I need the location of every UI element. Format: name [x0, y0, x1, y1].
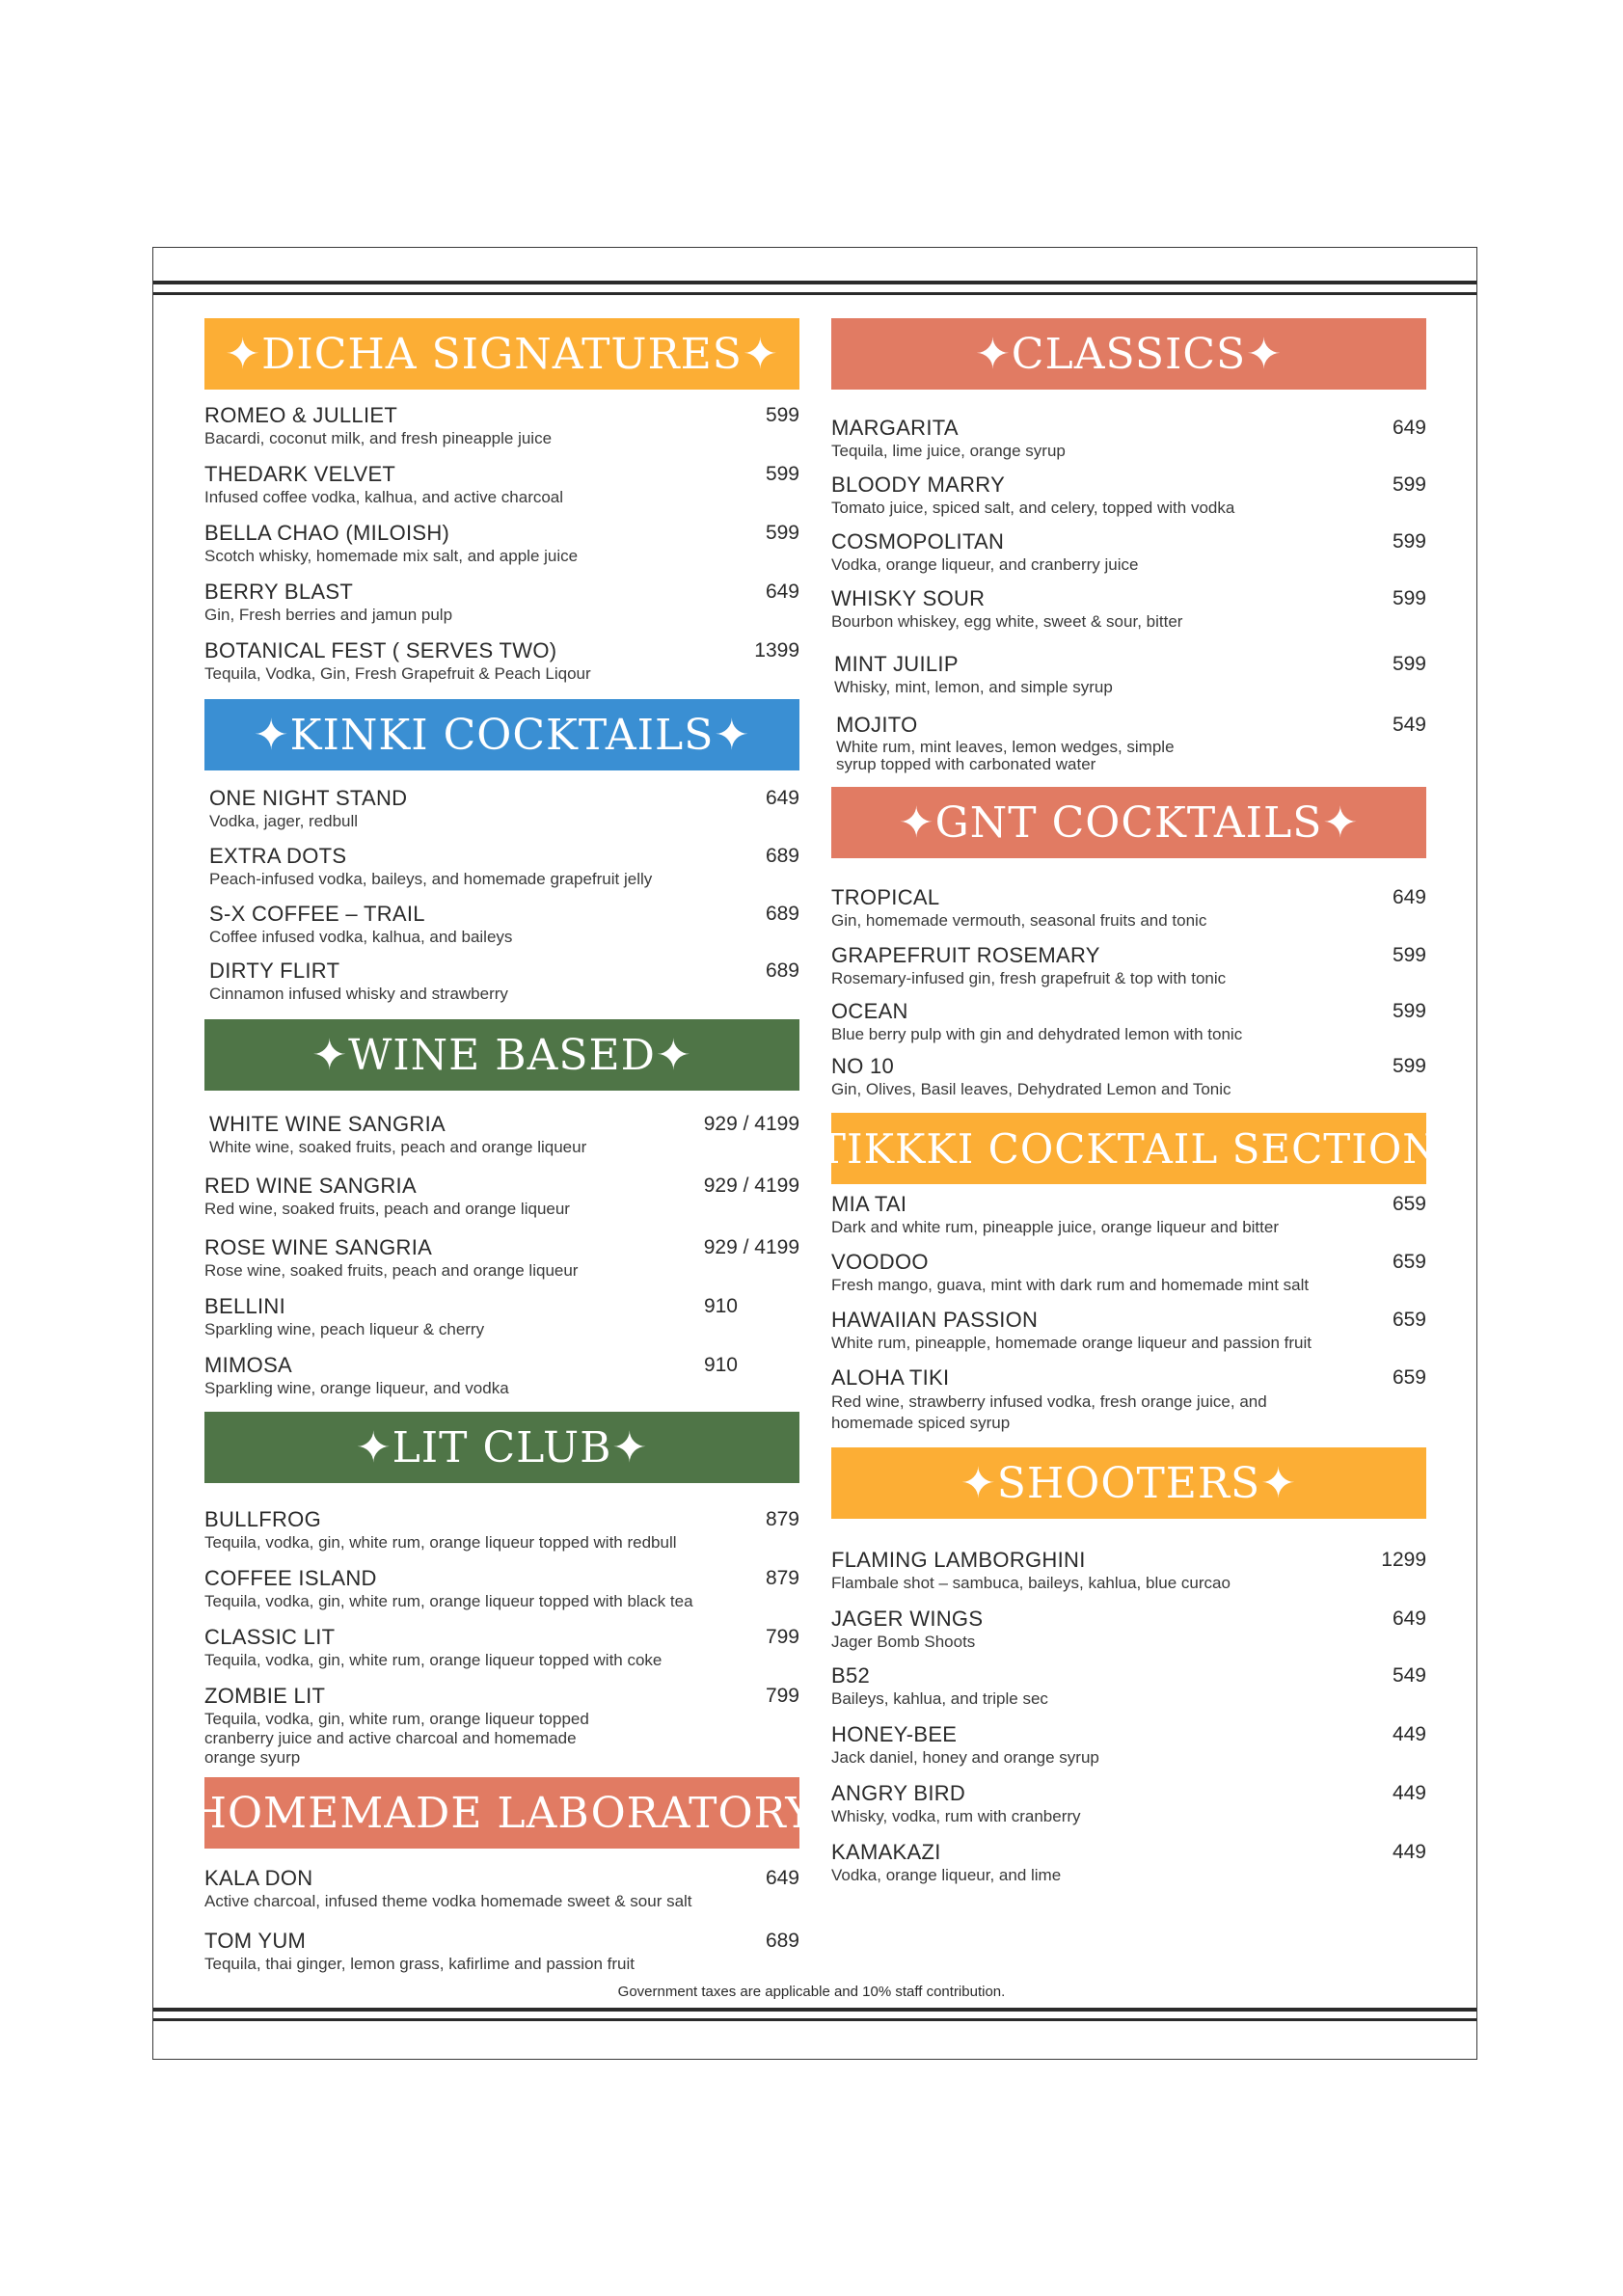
- menu-item: [831, 999, 1426, 1044]
- item-name: COFFEE ISLAND: [204, 1566, 377, 1590]
- item-description: Baileys, kahlua, and triple sec: [831, 1689, 1048, 1708]
- menu-item: [831, 1722, 1426, 1768]
- menu-item: [831, 652, 1426, 697]
- item-price: 929 / 4199: [703, 1236, 799, 1258]
- menu-item: [831, 885, 1426, 931]
- top-rule-1: [153, 281, 1476, 284]
- menu-item: [204, 580, 799, 625]
- item-name: BULLFROG: [204, 1507, 321, 1531]
- item-description: Gin, homemade vermouth, seasonal fruits and tonic: [831, 911, 1207, 930]
- item-description: Tequila, lime juice, orange syrup: [831, 442, 1066, 460]
- item-name: NO 10: [831, 1054, 895, 1078]
- menu-item: [831, 1781, 1426, 1826]
- item-description: Tequila, vodka, gin, white rum, orange liqueur topped with coke: [204, 1651, 663, 1669]
- menu-item: [204, 1507, 799, 1553]
- menu-item: [204, 844, 799, 889]
- item-description: Blue berry pulp with gin and dehydrated lemon with tonic: [831, 1025, 1243, 1043]
- item-price: 649: [1392, 417, 1426, 439]
- section-banner-gnt-cocktails: ✦GNT COCKTAILS✦: [831, 787, 1426, 858]
- menu-item: [204, 1174, 799, 1219]
- item-name: ZOMBIE LIT: [204, 1684, 326, 1708]
- section-banner-wine-based: ✦WINE BASED✦: [204, 1019, 799, 1091]
- footer-note: Government taxes are applicable and 10% staff contribution.: [617, 1984, 1006, 2000]
- menu-item: [204, 1566, 799, 1611]
- menu-item: [831, 1054, 1426, 1099]
- item-price: 599: [765, 404, 799, 426]
- item-description: Infused coffee vodka, kalhua, and active charcoal: [204, 488, 564, 506]
- item-name: VOODOO: [831, 1250, 929, 1274]
- item-price: 879: [765, 1508, 799, 1530]
- item-name: BERRY BLAST: [204, 580, 354, 604]
- item-name: ANGRY BIRD: [831, 1781, 966, 1805]
- item-price: 649: [1392, 1607, 1426, 1630]
- item-price: 549: [1392, 714, 1426, 736]
- item-price: 929 / 4199: [703, 1175, 799, 1197]
- top-rule-2: [153, 292, 1476, 295]
- item-price: 799: [765, 1685, 799, 1707]
- item-name: KALA DON: [204, 1866, 313, 1890]
- item-name: BELLINI: [204, 1294, 286, 1318]
- item-name: ONE NIGHT STAND: [209, 786, 408, 810]
- item-description: Bacardi, coconut milk, and fresh pineapple juice: [204, 429, 553, 447]
- item-description: Gin, Olives, Basil leaves, Dehydrated Lemon and Tonic: [831, 1080, 1231, 1098]
- item-price: 599: [1392, 473, 1426, 496]
- item-price: 599: [1392, 944, 1426, 966]
- item-name: HONEY-BEE: [831, 1722, 958, 1746]
- item-price: 929 / 4199: [703, 1113, 799, 1135]
- section-banner-homemade-laboratory: ✦HOMEMADE LABORATORY✦: [204, 1777, 799, 1849]
- item-name: HAWAIIAN PASSION: [831, 1308, 1039, 1332]
- item-name: MOJITO: [836, 713, 918, 737]
- item-price: 599: [765, 463, 799, 485]
- item-price: 599: [1392, 1055, 1426, 1077]
- item-name: WHITE WINE SANGRIA: [209, 1112, 446, 1136]
- menu-item: [831, 1192, 1426, 1237]
- item-price: 449: [1392, 1782, 1426, 1804]
- item-price: 549: [1392, 1664, 1426, 1687]
- item-name: TROPICAL: [831, 885, 940, 909]
- item-price: 599: [765, 522, 799, 544]
- item-description: Sparkling wine, orange liqueur, and vodka: [204, 1379, 509, 1397]
- item-name: COSMOPOLITAN: [831, 529, 1005, 554]
- item-name: MARGARITA: [831, 416, 959, 440]
- item-description: Whisky, mint, lemon, and simple syrup: [834, 678, 1113, 696]
- item-name: EXTRA DOTS: [209, 844, 347, 868]
- menu-item: [831, 473, 1426, 518]
- menu-item: [831, 1250, 1426, 1295]
- item-price: 659: [1392, 1366, 1426, 1389]
- item-name: BLOODY MARRY: [831, 473, 1006, 497]
- item-price: 659: [1392, 1251, 1426, 1273]
- item-description: Whisky, vodka, rum with cranberry: [831, 1807, 1081, 1825]
- menu-item: [204, 638, 799, 684]
- item-price: 910: [703, 1295, 738, 1317]
- item-description: Tequila, vodka, gin, white rum, orange liqueur topped with redbull: [204, 1533, 677, 1552]
- item-name: CLASSIC LIT: [204, 1625, 336, 1649]
- item-name: ROMEO & JULLIET: [204, 403, 398, 427]
- item-description: Flambale shot – sambuca, baileys, kahlua, blue curcao: [831, 1574, 1231, 1592]
- item-name: MIMOSA: [204, 1353, 293, 1377]
- item-description: Bourbon whiskey, egg white, sweet & sour, bitter: [831, 612, 1183, 631]
- menu-item: [204, 521, 799, 566]
- item-name: MINT JUILIP: [834, 652, 959, 676]
- item-price: 879: [765, 1567, 799, 1589]
- item-description: Tequila, vodka, gin, white rum, orange liqueur topped cranberry juice and active charcoal and homemade orange syurp: [204, 1710, 589, 1767]
- item-name: OCEAN: [831, 999, 908, 1023]
- item-price: 649: [765, 581, 799, 603]
- menu-item: [204, 1866, 799, 1911]
- item-description: Gin, Fresh berries and jamun pulp: [204, 606, 453, 624]
- bottom-rule-2: [153, 2018, 1476, 2021]
- item-price: 599: [1392, 530, 1426, 553]
- item-description: Scotch whisky, homemade mix salt, and apple juice: [204, 547, 579, 565]
- bottom-rule-1: [153, 2008, 1476, 2012]
- item-description: Dark and white rum, pineapple juice, orange liqueur and bitter: [831, 1218, 1279, 1236]
- item-name: JAGER WINGS: [831, 1607, 984, 1631]
- menu-item: [831, 1663, 1426, 1709]
- item-price: 1299: [1381, 1549, 1426, 1571]
- item-description: Vodka, jager, redbull: [209, 812, 359, 830]
- item-price: 649: [765, 787, 799, 809]
- item-description: Tomato juice, spiced salt, and celery, topped with vodka: [831, 499, 1235, 517]
- menu-item: [831, 713, 1426, 773]
- item-description: Sparkling wine, peach liqueur & cherry: [204, 1320, 485, 1338]
- item-price: 689: [765, 959, 799, 982]
- item-name: GRAPEFRUIT ROSEMARY: [831, 943, 1100, 967]
- section-banner-classics: ✦CLASSICS✦: [831, 318, 1426, 390]
- menu-item: [204, 1684, 799, 1768]
- menu-item: [204, 902, 799, 947]
- item-name: THEDARK VELVET: [204, 462, 396, 486]
- menu-item: [204, 462, 799, 507]
- section-banner-kinki-cocktails: ✦KINKI COCKTAILS✦: [204, 699, 799, 770]
- item-name: S-X COFFEE – TRAIL: [209, 902, 425, 926]
- item-price: 799: [765, 1626, 799, 1648]
- menu-item: [831, 1607, 1426, 1652]
- item-description: Red wine, strawberry infused vodka, fresh orange juice, and homemade spiced syrup: [831, 1392, 1267, 1432]
- menu-item: [204, 1112, 799, 1157]
- item-description: White rum, pineapple, homemade orange liqueur and passion fruit: [831, 1334, 1312, 1352]
- item-name: WHISKY SOUR: [831, 586, 986, 610]
- menu-item: [204, 1235, 799, 1281]
- section-banner-tikki-cocktail-section: ✦TIKKKI COCKTAIL SECTION✦: [831, 1113, 1426, 1184]
- menu-item: [204, 1625, 799, 1670]
- item-price: 599: [1392, 1000, 1426, 1022]
- item-name: B52: [831, 1663, 871, 1688]
- item-name: TOM YUM: [204, 1929, 307, 1953]
- item-description: Jack daniel, honey and orange syrup: [831, 1748, 1099, 1767]
- item-name: ALOHA TIKI: [831, 1365, 950, 1390]
- item-price: 449: [1392, 1841, 1426, 1863]
- item-name: KAMAKAZI: [831, 1840, 941, 1864]
- item-price: 599: [1392, 587, 1426, 609]
- item-name: MIA TAI: [831, 1192, 907, 1216]
- item-name: ROSE WINE SANGRIA: [204, 1235, 433, 1259]
- item-price: 1399: [754, 639, 799, 662]
- menu-item: [831, 943, 1426, 988]
- item-price: 649: [1392, 886, 1426, 908]
- section-banner-lit-club: ✦LIT CLUB✦: [204, 1412, 799, 1483]
- item-description: Rose wine, soaked fruits, peach and orange liqueur: [204, 1261, 579, 1280]
- item-price: 449: [1392, 1723, 1426, 1745]
- item-description: White wine, soaked fruits, peach and orange liqueur: [209, 1138, 587, 1156]
- menu-item: [204, 1353, 799, 1398]
- item-description: Fresh mango, guava, mint with dark rum and homemade mint salt: [831, 1276, 1310, 1294]
- menu-item: [831, 416, 1426, 461]
- menu-item: [831, 529, 1426, 575]
- menu-item: [831, 1365, 1426, 1434]
- item-price: 910: [703, 1354, 738, 1376]
- menu-item: [204, 1294, 799, 1339]
- menu-item: [831, 586, 1426, 632]
- item-price: 649: [765, 1867, 799, 1889]
- section-banner-dicha-signatures: ✦DICHA SIGNATURES✦: [204, 318, 799, 390]
- item-name: BOTANICAL FEST ( SERVES TWO): [204, 638, 557, 662]
- item-description: Vodka, orange liqueur, and lime: [831, 1866, 1062, 1884]
- item-price: 659: [1392, 1309, 1426, 1331]
- item-description: Tequila, Vodka, Gin, Fresh Grapefruit & Peach Liqour: [204, 664, 591, 683]
- item-description: Peach-infused vodka, baileys, and homemade grapefruit jelly: [209, 870, 653, 888]
- item-description: Vodka, orange liqueur, and cranberry juice: [831, 555, 1139, 574]
- item-description: Rosemary-infused gin, fresh grapefruit & top with tonic: [831, 969, 1227, 987]
- menu-item: [831, 1308, 1426, 1353]
- menu-item: [204, 959, 799, 1004]
- item-name: RED WINE SANGRIA: [204, 1174, 417, 1198]
- item-price: 689: [765, 1930, 799, 1952]
- section-banner-shooters: ✦SHOOTERS✦: [831, 1447, 1426, 1519]
- menu-item: [204, 403, 799, 448]
- item-description: Cinnamon infused whisky and strawberry: [209, 985, 508, 1003]
- item-name: BELLA CHAO (MILOISH): [204, 521, 450, 545]
- item-price: 599: [1392, 653, 1426, 675]
- item-price: 659: [1392, 1193, 1426, 1215]
- item-description: Coffee infused vodka, kalhua, and baileys: [209, 928, 513, 946]
- item-description: Red wine, soaked fruits, peach and orange liqueur: [204, 1200, 570, 1218]
- item-name: FLAMING LAMBORGHINI: [831, 1548, 1086, 1572]
- menu-item: [831, 1840, 1426, 1885]
- right-column: [783, 318, 1474, 1885]
- item-price: 689: [765, 903, 799, 925]
- item-price: 689: [765, 845, 799, 867]
- menu-item: [204, 786, 799, 831]
- item-name: DIRTY FLIRT: [209, 959, 340, 983]
- menu-item: [831, 1548, 1426, 1593]
- item-description: Tequila, thai ginger, lemon grass, kafirlime and passion fruit: [204, 1955, 636, 1973]
- menu-item: [204, 1929, 799, 1974]
- item-description: Jager Bomb Shoots: [831, 1633, 976, 1651]
- item-description: Active charcoal, infused theme vodka homemade sweet & sour salt: [204, 1892, 692, 1910]
- item-description: White rum, mint leaves, lemon wedges, simple syrup topped with carbonated water: [836, 738, 1175, 773]
- item-description: Tequila, vodka, gin, white rum, orange liqueur topped with black tea: [204, 1592, 693, 1610]
